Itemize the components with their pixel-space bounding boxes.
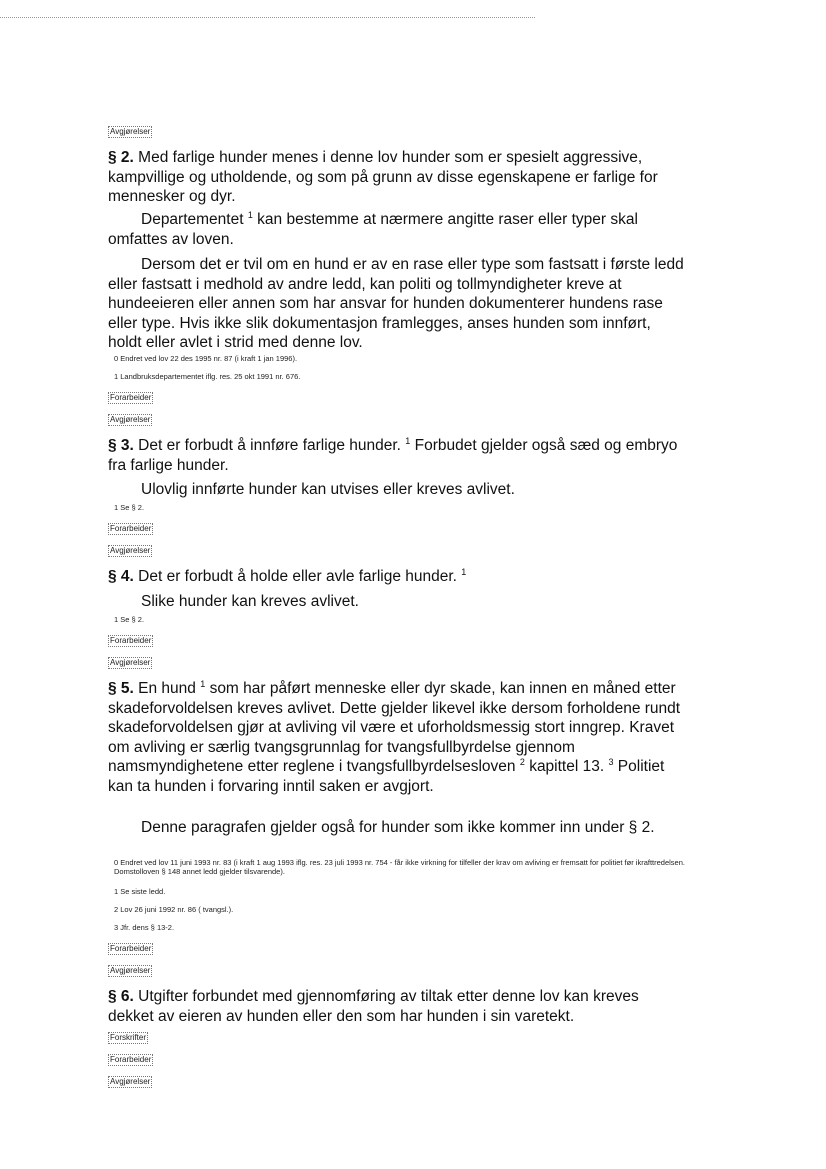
forarbeider-link[interactable]: Forarbeider <box>110 1055 152 1064</box>
footnote-1: 1 Se § 2. <box>114 503 145 512</box>
section-2 <box>108 148 688 207</box>
footnote-ref[interactable]: 3 <box>608 757 614 767</box>
avgjorelser-link[interactable]: Avgjørelser <box>110 415 151 424</box>
section-4-text: Det er forbudt å holde eller avle farlige hunder. <box>138 568 457 585</box>
top-dotted-rule <box>0 17 535 18</box>
section-4-paragraph-2: Slike hunder kan kreves avlivet. <box>141 593 359 610</box>
avgjorelser-link[interactable]: Avgjørelser <box>110 127 151 136</box>
section-5-number: § 5. <box>108 680 134 697</box>
section-4-number: § 4. <box>108 568 134 585</box>
forarbeider-link[interactable]: Forarbeider <box>110 393 152 402</box>
section-2-number: § 2. <box>108 149 134 166</box>
avgjorelser-link[interactable]: Avgjørelser <box>110 1077 151 1086</box>
footnote-0: 0 Endret ved lov 11 juni 1993 nr. 83 (i kraft 1 aug 1993 iflg. res. 23 juli 1993 nr. 754 - får ikke virkning for tilfeller der krav om avliving er fremsatt for politiet før ikrafttredelsen. Domstolloven § 148 annet ledd gjelder tilsvarende). <box>114 858 685 876</box>
section-2-text: Med farlige hunder menes i denne lov hunder som er spesielt aggressive, kampvillige og utholdende, og som på grunn av disse egenskapene er farlige for mennesker og dyr. <box>108 149 658 205</box>
section-5-text-b: som har påført menneske eller dyr skade, kan innen en måned etter skadeforvoldelsen kreves avlivet. Dette gjelder likevel ikke dersom forholdene rundt skadeforvoldelsen gjør at avliving vil være et uforholdsmessig stort inngrep. Kravet om avliving er særlig tvangsgrunnlag for tvangsfullbyrdelse gjennom namsmyndighetene etter reglene i tvangsfullbyrdelsesloven <box>108 680 681 775</box>
section-2-p2-text-a: Departementet <box>141 211 244 228</box>
section-5-text-d: Politiet kan ta hunden i forvaring inntil saken er avgjort. <box>108 758 665 795</box>
section-6-text: Utgifter forbundet med gjennomføring av tiltak etter denne lov kan kreves dekket av eieren av hunden eller den som har hunden i sin varetekt. <box>108 988 639 1025</box>
footnote-3: 3 Jfr. dens § 13-2. <box>114 923 175 932</box>
section-2-p2-text-b: kan bestemme at nærmere angitte raser eller typer skal omfattes av loven. <box>108 211 638 248</box>
footnote-0: 0 Endret ved lov 22 des 1995 nr. 87 (i kraft 1 jan 1996). <box>114 354 298 363</box>
section-3-number: § 3. <box>108 437 134 454</box>
forarbeider-link[interactable]: Forarbeider <box>110 524 152 533</box>
section-5-paragraph-2: Denne paragrafen gjelder også for hunder som ikke kommer inn under § 2. <box>141 819 655 836</box>
section-2-paragraph-2 <box>108 210 688 249</box>
footnote-1: 1 Se siste ledd. <box>114 887 166 896</box>
footnote-ref[interactable]: 1 <box>247 210 253 220</box>
section-5 <box>108 679 688 796</box>
footnote-ref[interactable]: 2 <box>519 757 525 767</box>
footnote-ref[interactable]: 1 <box>461 567 467 577</box>
footnote-1: 1 Landbruksdepartementet iflg. res. 25 okt 1991 nr. 676. <box>114 372 301 381</box>
section-6 <box>108 987 688 1026</box>
footnote-ref[interactable]: 1 <box>405 436 411 446</box>
section-3-paragraph-2: Ulovlig innførte hunder kan utvises eller kreves avlivet. <box>141 481 515 498</box>
forarbeider-link[interactable]: Forarbeider <box>110 944 152 953</box>
footnote-1: 1 Se § 2. <box>114 615 145 624</box>
section-4 <box>108 567 688 587</box>
avgjorelser-link[interactable]: Avgjørelser <box>110 658 151 667</box>
section-5-text-a: En hund <box>138 680 196 697</box>
avgjorelser-link[interactable]: Avgjørelser <box>110 546 151 555</box>
section-6-number: § 6. <box>108 988 134 1005</box>
section-3-text-a: Det er forbudt å innføre farlige hunder. <box>138 437 401 454</box>
section-3-text-b: Forbudet gjelder også sæd og embryo fra farlige hunder. <box>108 437 678 474</box>
forarbeider-link[interactable]: Forarbeider <box>110 636 152 645</box>
section-5-text-c: kapittel 13. <box>529 758 605 775</box>
avgjorelser-link[interactable]: Avgjørelser <box>110 966 151 975</box>
forskrifter-link[interactable]: Forskrifter <box>110 1033 146 1042</box>
footnote-ref[interactable]: 1 <box>200 679 206 689</box>
section-2-paragraph-3: Dersom det er tvil om en hund er av en rase eller type som fastsatt i første ledd eller fastsatt i medhold av andre ledd, kan politi og tollmyndigheter kreve at hundeeieren eller annen som har ansvar for hunden dokumenterer hundens rase eller type. Hvis ikke slik dokumentasjon framlegges, anses hunden som innført, holdt eller avlet i strid med denne lov. <box>108 256 684 351</box>
section-3 <box>108 436 688 475</box>
footnote-2: 2 Lov 26 juni 1992 nr. 86 ( tvangsl.). <box>114 905 234 914</box>
